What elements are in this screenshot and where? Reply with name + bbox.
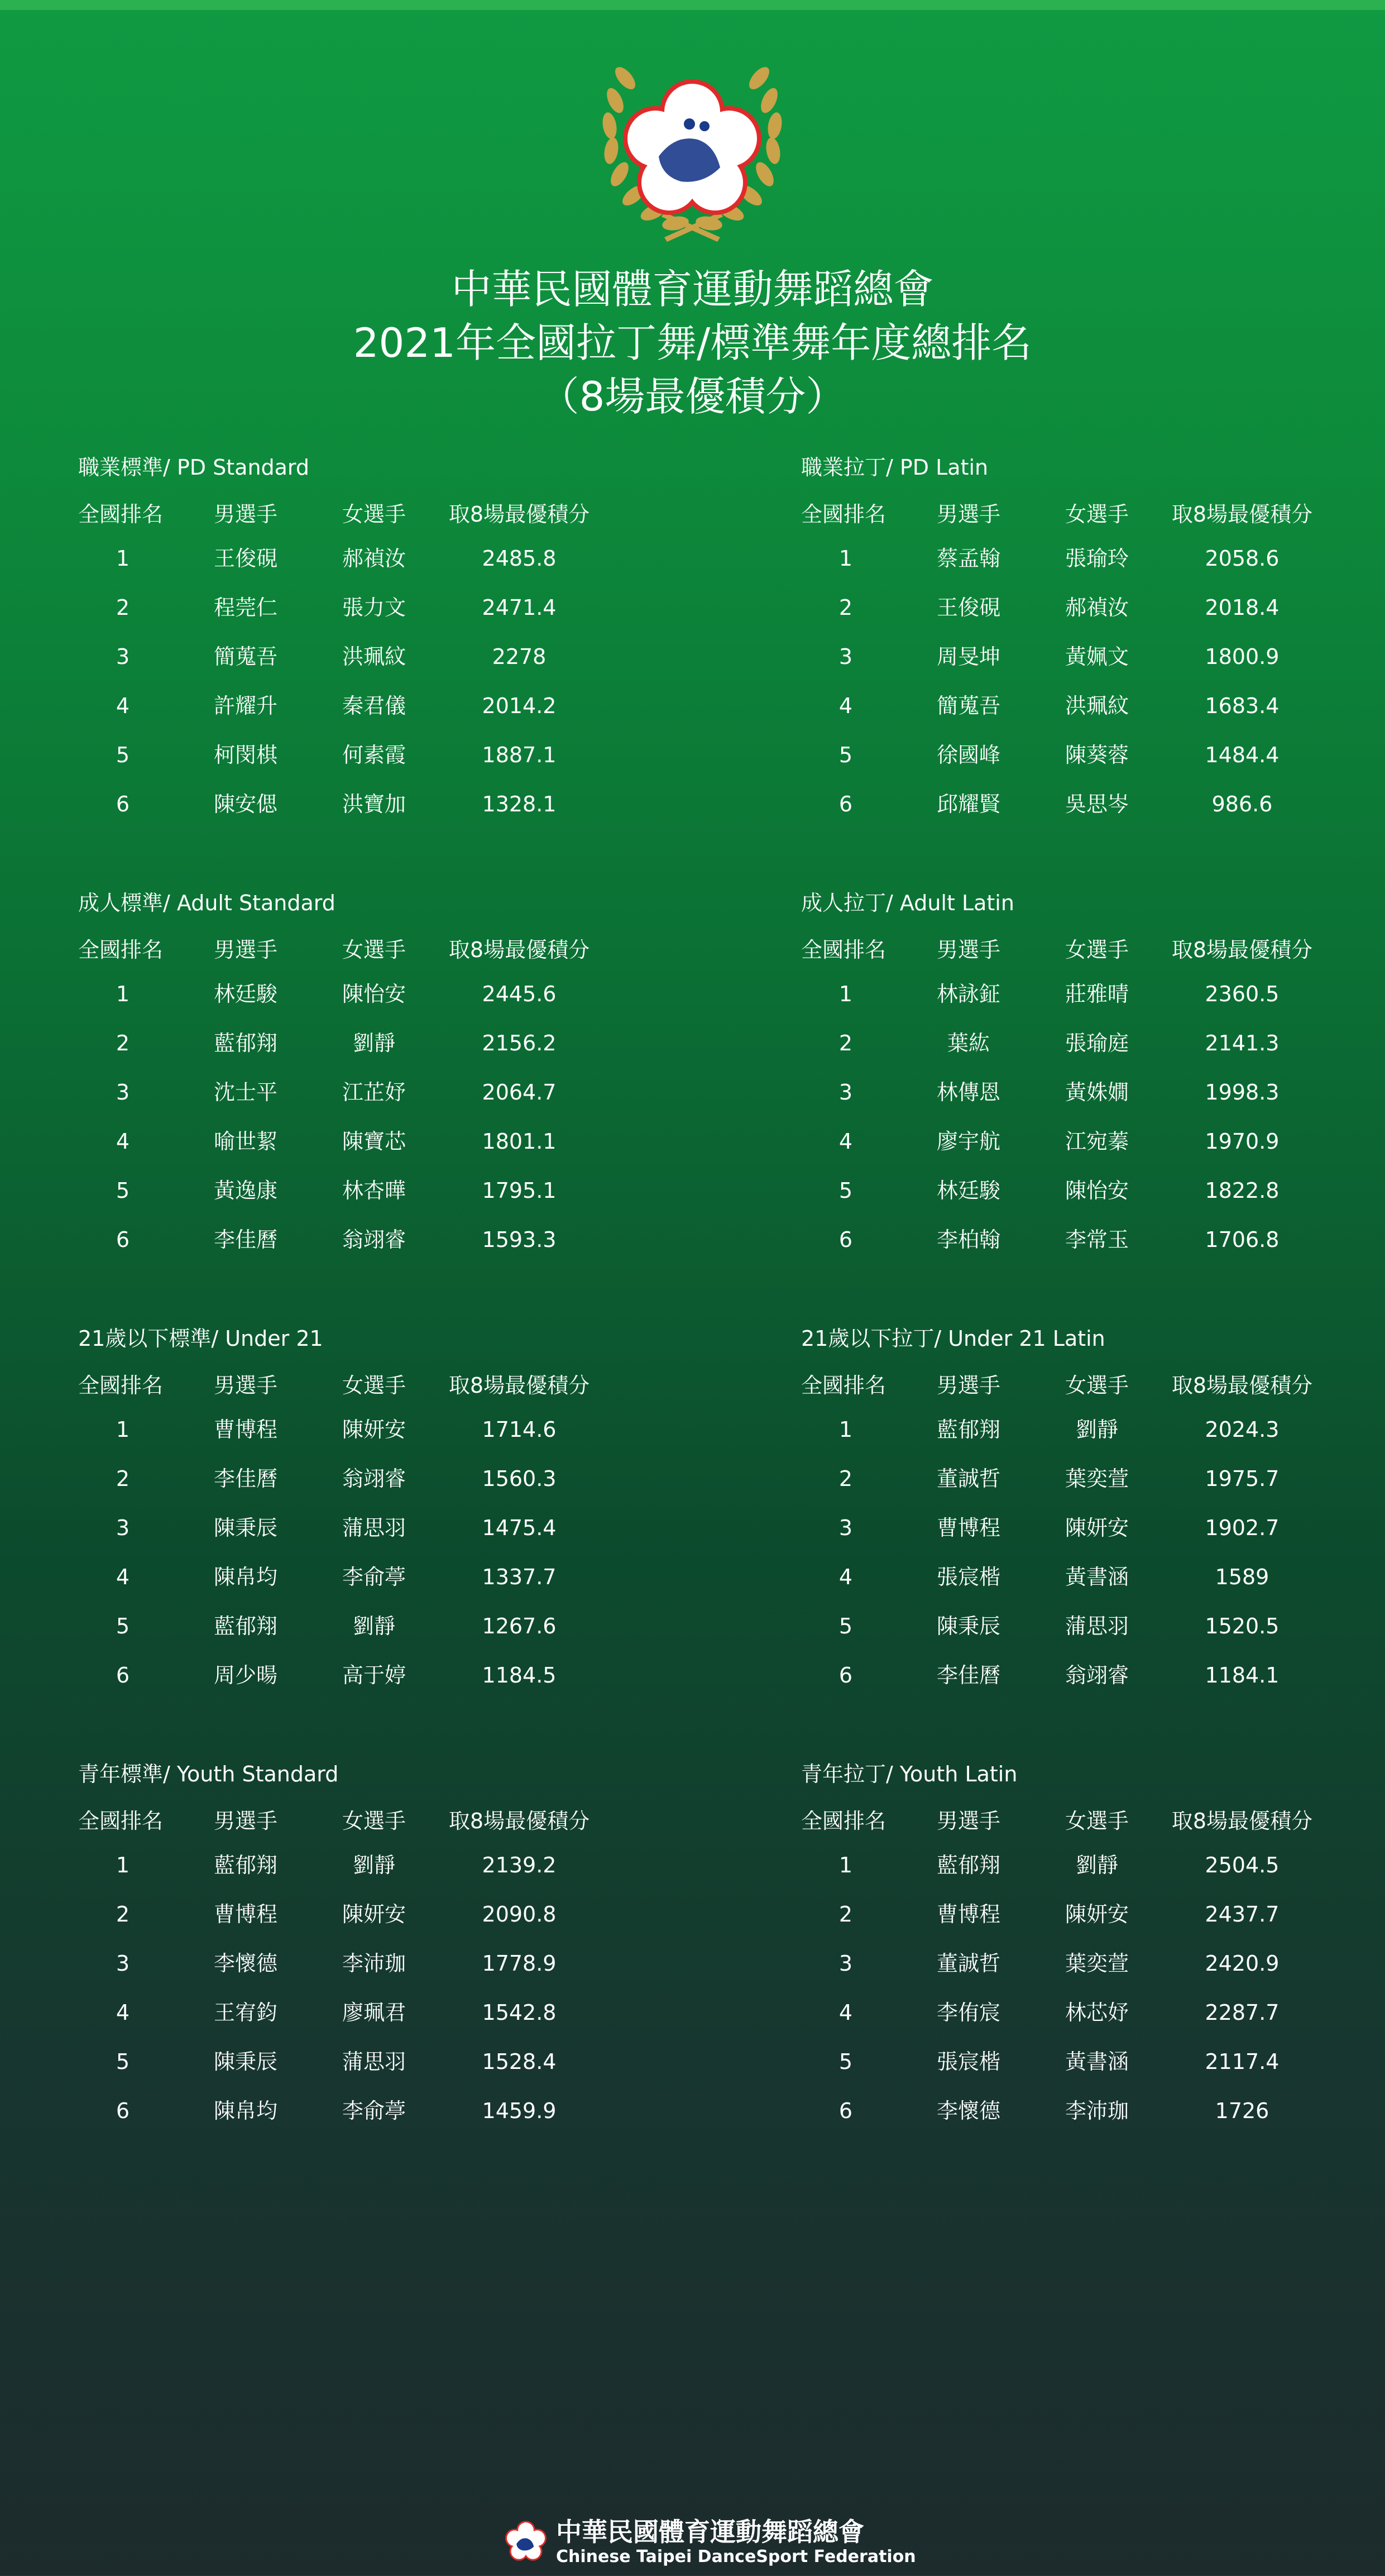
female-dancer-cell: 張力文 bbox=[342, 595, 406, 620]
score-cell: 2420.9 bbox=[1205, 1951, 1279, 1976]
score-cell: 2058.6 bbox=[1205, 546, 1279, 571]
score-cell: 1328.1 bbox=[482, 792, 557, 816]
rank-cell: 1 bbox=[116, 1853, 130, 1877]
column-header: 女選手 bbox=[1065, 1809, 1129, 1833]
rank-cell: 3 bbox=[116, 644, 130, 669]
male-dancer-cell: 廖宇航 bbox=[936, 1129, 1000, 1154]
rank-cell: 1 bbox=[838, 1853, 853, 1877]
female-dancer-cell: 李沛珈 bbox=[342, 1951, 406, 1976]
male-dancer-cell: 陳帛均 bbox=[213, 1565, 277, 1589]
rank-cell: 5 bbox=[116, 743, 130, 767]
column-header: 取8場最優積分 bbox=[448, 938, 590, 962]
male-dancer-cell: 曹博程 bbox=[213, 1902, 277, 1927]
male-dancer-cell: 張宸楷 bbox=[936, 2049, 1000, 2074]
rank-cell: 5 bbox=[838, 1178, 853, 1203]
score-cell: 1184.5 bbox=[482, 1663, 557, 1688]
male-dancer-cell: 王宥鈞 bbox=[213, 2000, 277, 2025]
male-dancer-cell: 李懷德 bbox=[213, 1951, 277, 1976]
table-row bbox=[78, 738, 703, 772]
rank-cell: 1 bbox=[116, 982, 130, 1006]
score-cell: 2090.8 bbox=[482, 1902, 557, 1927]
score-cell: 1975.7 bbox=[1205, 1466, 1279, 1491]
table-row bbox=[78, 1898, 703, 1931]
female-dancer-cell: 蒲思羽 bbox=[342, 1516, 406, 1540]
score-cell: 2485.8 bbox=[482, 546, 557, 571]
male-dancer-cell: 張宸楷 bbox=[936, 1565, 1000, 1589]
male-dancer-cell: 藍郁翔 bbox=[936, 1853, 1000, 1877]
male-dancer-cell: 陳安偲 bbox=[213, 792, 277, 816]
table-row bbox=[78, 1659, 703, 1692]
column-header: 取8場最優積分 bbox=[1171, 938, 1313, 962]
male-dancer-cell: 藍郁翔 bbox=[213, 1614, 277, 1638]
female-dancer-cell: 莊雅晴 bbox=[1065, 982, 1129, 1006]
female-dancer-cell: 陳妍安 bbox=[342, 1902, 406, 1927]
table-row bbox=[78, 787, 703, 821]
rank-cell: 6 bbox=[838, 1663, 853, 1688]
male-dancer-cell: 林傳恩 bbox=[936, 1080, 1000, 1105]
female-dancer-cell: 蒲思羽 bbox=[342, 2049, 406, 2074]
score-cell: 1459.9 bbox=[482, 2099, 557, 2123]
section-title: 職業拉丁/ PD Latin bbox=[801, 455, 989, 480]
table-row bbox=[801, 1848, 1385, 1882]
rank-cell: 2 bbox=[838, 1902, 853, 1927]
table-row bbox=[78, 1026, 703, 1060]
table-header bbox=[801, 936, 1385, 964]
female-dancer-cell: 高于婷 bbox=[342, 1663, 406, 1688]
table-row bbox=[801, 2045, 1385, 2078]
female-dancer-cell: 陳妍安 bbox=[1065, 1516, 1129, 1540]
table-row bbox=[78, 1609, 703, 1643]
female-dancer-cell: 林杏曄 bbox=[342, 1178, 406, 1203]
column-header: 女選手 bbox=[1065, 1373, 1129, 1398]
table-row bbox=[78, 1462, 703, 1495]
column-header: 全國排名 bbox=[78, 1373, 164, 1398]
column-header: 取8場最優積分 bbox=[1171, 1373, 1313, 1398]
column-header: 全國排名 bbox=[801, 502, 886, 527]
table-row bbox=[801, 738, 1385, 772]
male-dancer-cell: 藍郁翔 bbox=[936, 1417, 1000, 1442]
score-cell: 2287.7 bbox=[1205, 2000, 1279, 2025]
section-title: 青年拉丁/ Youth Latin bbox=[801, 1762, 1018, 1786]
table-row bbox=[78, 977, 703, 1011]
column-header: 取8場最優積分 bbox=[1171, 502, 1313, 527]
male-dancer-cell: 邱耀賢 bbox=[936, 792, 1000, 816]
table-header bbox=[78, 500, 703, 528]
section-title: 青年標準/ Youth Standard bbox=[78, 1762, 339, 1786]
rank-cell: 6 bbox=[838, 2099, 853, 2123]
female-dancer-cell: 葉奕萱 bbox=[1065, 1951, 1129, 1976]
table-row bbox=[801, 2094, 1385, 2128]
score-cell: 1887.1 bbox=[482, 743, 557, 767]
rank-cell: 2 bbox=[116, 1031, 130, 1055]
male-dancer-cell: 李佳曆 bbox=[213, 1227, 277, 1252]
score-cell: 1683.4 bbox=[1205, 694, 1279, 718]
table-row bbox=[801, 542, 1385, 575]
male-dancer-cell: 林詠鉦 bbox=[936, 982, 1000, 1006]
score-cell: 1800.9 bbox=[1205, 644, 1279, 669]
male-dancer-cell: 陳秉辰 bbox=[213, 2049, 277, 2074]
federation-emblem-small-logo bbox=[502, 2518, 549, 2565]
table-row bbox=[801, 640, 1385, 673]
column-header: 全國排名 bbox=[801, 1809, 886, 1833]
female-dancer-cell: 陳寶芯 bbox=[342, 1129, 406, 1154]
male-dancer-cell: 林廷駿 bbox=[213, 982, 277, 1006]
male-dancer-cell: 陳秉辰 bbox=[213, 1516, 277, 1540]
table-row bbox=[801, 1413, 1385, 1446]
male-dancer-cell: 陳帛均 bbox=[213, 2099, 277, 2123]
score-cell: 2445.6 bbox=[482, 982, 557, 1006]
score-cell: 1560.3 bbox=[482, 1466, 557, 1491]
page-title-line-2: 2021年全國拉丁舞/標準舞年度總排名 bbox=[353, 319, 1032, 366]
rank-cell: 6 bbox=[116, 1663, 130, 1688]
female-dancer-cell: 陳妍安 bbox=[342, 1417, 406, 1442]
female-dancer-cell: 洪珮紋 bbox=[1065, 694, 1129, 718]
female-dancer-cell: 劉靜 bbox=[352, 1614, 395, 1638]
rank-cell: 6 bbox=[116, 792, 130, 816]
male-dancer-cell: 林廷駿 bbox=[936, 1178, 1000, 1203]
column-header: 男選手 bbox=[213, 502, 277, 527]
score-cell: 2117.4 bbox=[1205, 2049, 1279, 2074]
rank-cell: 4 bbox=[838, 1129, 853, 1154]
column-header: 全國排名 bbox=[78, 1809, 164, 1833]
male-dancer-cell: 許耀升 bbox=[213, 694, 277, 718]
score-cell: 1970.9 bbox=[1205, 1129, 1279, 1154]
section-title: 成人標準/ Adult Standard bbox=[78, 891, 336, 915]
male-dancer-cell: 李佳曆 bbox=[213, 1466, 277, 1491]
table-row bbox=[801, 977, 1385, 1011]
column-header: 男選手 bbox=[213, 1809, 277, 1833]
column-header: 男選手 bbox=[936, 502, 1000, 527]
rank-cell: 5 bbox=[116, 1614, 130, 1638]
female-dancer-cell: 郝禎汝 bbox=[342, 546, 406, 571]
score-cell: 1998.3 bbox=[1205, 1080, 1279, 1105]
score-cell: 986.6 bbox=[1211, 792, 1273, 816]
column-header: 取8場最優積分 bbox=[448, 502, 590, 527]
table-row bbox=[801, 689, 1385, 723]
male-dancer-cell: 喻世絜 bbox=[213, 1129, 277, 1154]
rank-cell: 1 bbox=[838, 1417, 853, 1442]
table-row bbox=[801, 1898, 1385, 1931]
section-title: 職業標準/ PD Standard bbox=[78, 455, 310, 480]
column-header: 女選手 bbox=[342, 1373, 406, 1398]
table-row bbox=[801, 1026, 1385, 1060]
female-dancer-cell: 郝禎汝 bbox=[1065, 595, 1129, 620]
score-cell: 1520.5 bbox=[1205, 1614, 1279, 1638]
rank-cell: 6 bbox=[116, 1227, 130, 1252]
federation-emblem-logo bbox=[581, 45, 804, 257]
rank-cell: 4 bbox=[116, 2000, 130, 2025]
score-cell: 1726 bbox=[1215, 2099, 1269, 2123]
column-header: 女選手 bbox=[1065, 938, 1129, 962]
rank-cell: 2 bbox=[838, 595, 853, 620]
female-dancer-cell: 張瑜庭 bbox=[1065, 1031, 1129, 1055]
female-dancer-cell: 江宛蓁 bbox=[1065, 1129, 1129, 1154]
table-row bbox=[801, 1076, 1385, 1109]
rank-cell: 2 bbox=[116, 1902, 130, 1927]
table-row bbox=[801, 1560, 1385, 1594]
score-cell: 2139.2 bbox=[482, 1853, 557, 1877]
rank-cell: 4 bbox=[838, 2000, 853, 2025]
female-dancer-cell: 陳怡安 bbox=[1065, 1178, 1129, 1203]
column-header: 男選手 bbox=[213, 1373, 277, 1398]
female-dancer-cell: 廖珮君 bbox=[342, 2000, 406, 2025]
male-dancer-cell: 李懷德 bbox=[936, 2099, 1000, 2123]
rank-cell: 3 bbox=[116, 1516, 130, 1540]
male-dancer-cell: 王俊硯 bbox=[213, 546, 277, 571]
top-accent-bar bbox=[0, 0, 1385, 10]
male-dancer-cell: 李柏翰 bbox=[936, 1227, 1000, 1252]
plum-blossom bbox=[623, 79, 761, 215]
table-header bbox=[78, 1807, 703, 1835]
rank-cell: 3 bbox=[838, 1080, 853, 1105]
rank-cell: 4 bbox=[116, 1565, 130, 1589]
female-dancer-cell: 翁翊睿 bbox=[342, 1466, 406, 1491]
table-row bbox=[78, 2094, 703, 2128]
female-dancer-cell: 黃姝嫺 bbox=[1065, 1080, 1129, 1105]
table-row bbox=[801, 1609, 1385, 1643]
column-header: 取8場最優積分 bbox=[1171, 1809, 1313, 1833]
table-header bbox=[801, 1371, 1385, 1399]
section-title: 21歲以下拉丁/ Under 21 Latin bbox=[801, 1326, 1105, 1351]
table-row bbox=[801, 1223, 1385, 1256]
section-title: 成人拉丁/ Adult Latin bbox=[801, 891, 1014, 915]
score-cell: 1337.7 bbox=[482, 1565, 557, 1589]
score-cell: 1184.1 bbox=[1205, 1663, 1279, 1688]
table-row bbox=[78, 1848, 703, 1882]
table-row bbox=[801, 1947, 1385, 1980]
rank-cell: 5 bbox=[838, 2049, 853, 2074]
rank-cell: 4 bbox=[838, 694, 853, 718]
male-dancer-cell: 王俊硯 bbox=[936, 595, 1000, 620]
table-row bbox=[78, 1076, 703, 1109]
section-title: 21歲以下標準/ Under 21 bbox=[78, 1326, 323, 1351]
column-header: 女選手 bbox=[342, 502, 406, 527]
rank-cell: 1 bbox=[838, 982, 853, 1006]
female-dancer-cell: 何素霞 bbox=[342, 743, 406, 767]
score-cell: 1778.9 bbox=[482, 1951, 557, 1976]
score-cell: 2018.4 bbox=[1205, 595, 1279, 620]
male-dancer-cell: 周少暘 bbox=[213, 1663, 277, 1688]
table-row bbox=[78, 1511, 703, 1545]
female-dancer-cell: 李俞葶 bbox=[342, 1565, 406, 1589]
rank-cell: 2 bbox=[116, 595, 130, 620]
score-cell: 1267.6 bbox=[482, 1614, 557, 1638]
female-dancer-cell: 李常玉 bbox=[1065, 1227, 1129, 1252]
score-cell: 2024.3 bbox=[1205, 1417, 1279, 1442]
column-header: 男選手 bbox=[213, 938, 277, 962]
score-cell: 1822.8 bbox=[1205, 1178, 1279, 1203]
column-header: 男選手 bbox=[936, 1809, 1000, 1833]
score-cell: 2141.3 bbox=[1205, 1031, 1279, 1055]
male-dancer-cell: 曹博程 bbox=[213, 1417, 277, 1442]
rank-cell: 5 bbox=[116, 2049, 130, 2074]
table-header bbox=[801, 1807, 1385, 1835]
table-row bbox=[78, 1223, 703, 1256]
male-dancer-cell: 李侑宸 bbox=[936, 2000, 1000, 2025]
rank-cell: 5 bbox=[838, 1614, 853, 1638]
column-header: 男選手 bbox=[936, 938, 1000, 962]
male-dancer-cell: 董誠哲 bbox=[936, 1951, 1000, 1976]
table-row bbox=[78, 542, 703, 575]
female-dancer-cell: 江芷妤 bbox=[342, 1080, 406, 1105]
footer-name-english: Chinese Taipei DanceSport Federation bbox=[556, 2547, 916, 2567]
score-cell: 1902.7 bbox=[1205, 1516, 1279, 1540]
score-cell: 1589 bbox=[1215, 1565, 1269, 1589]
table-row bbox=[801, 1659, 1385, 1692]
female-dancer-cell: 洪珮紋 bbox=[342, 644, 406, 669]
table-row bbox=[801, 1462, 1385, 1495]
female-dancer-cell: 陳葵蓉 bbox=[1065, 743, 1129, 767]
female-dancer-cell: 翁翊睿 bbox=[1065, 1663, 1129, 1688]
table-row bbox=[78, 1125, 703, 1158]
score-cell: 2156.2 bbox=[482, 1031, 557, 1055]
page-title-line-3: （8場最優積分） bbox=[539, 373, 846, 420]
female-dancer-cell: 蒲思羽 bbox=[1065, 1614, 1129, 1638]
female-dancer-cell: 劉靜 bbox=[1075, 1417, 1118, 1442]
table-row bbox=[78, 1174, 703, 1207]
rank-cell: 5 bbox=[116, 1178, 130, 1203]
female-dancer-cell: 劉靜 bbox=[352, 1031, 395, 1055]
table-header bbox=[801, 500, 1385, 528]
male-dancer-cell: 簡蒐吾 bbox=[936, 694, 1000, 718]
column-header: 女選手 bbox=[342, 938, 406, 962]
score-cell: 1528.4 bbox=[482, 2049, 557, 2074]
table-row bbox=[78, 591, 703, 624]
rank-cell: 1 bbox=[838, 546, 853, 571]
table-row bbox=[78, 689, 703, 723]
table-header bbox=[78, 1371, 703, 1399]
table-row bbox=[78, 2045, 703, 2078]
female-dancer-cell: 翁翊睿 bbox=[342, 1227, 406, 1252]
table-row bbox=[801, 591, 1385, 624]
rank-cell: 3 bbox=[838, 1951, 853, 1976]
column-header: 全國排名 bbox=[78, 502, 164, 527]
table-row bbox=[78, 1413, 703, 1446]
table-row bbox=[801, 787, 1385, 821]
male-dancer-cell: 簡蒐吾 bbox=[213, 644, 277, 669]
female-dancer-cell: 林芯妤 bbox=[1065, 2000, 1129, 2025]
table-row bbox=[801, 1125, 1385, 1158]
male-dancer-cell: 程莞仁 bbox=[213, 595, 277, 620]
column-header: 取8場最優積分 bbox=[448, 1809, 590, 1833]
rank-cell: 2 bbox=[116, 1466, 130, 1491]
table-row bbox=[78, 640, 703, 673]
rank-cell: 1 bbox=[116, 1417, 130, 1442]
column-header: 女選手 bbox=[1065, 502, 1129, 527]
rank-cell: 3 bbox=[838, 644, 853, 669]
rank-cell: 1 bbox=[116, 546, 130, 571]
female-dancer-cell: 陳怡安 bbox=[342, 982, 406, 1006]
male-dancer-cell: 藍郁翔 bbox=[213, 1031, 277, 1055]
rank-cell: 2 bbox=[838, 1031, 853, 1055]
column-header: 男選手 bbox=[936, 1373, 1000, 1398]
column-header: 取8場最優積分 bbox=[448, 1373, 590, 1398]
rank-cell: 4 bbox=[838, 1565, 853, 1589]
score-cell: 2471.4 bbox=[482, 595, 557, 620]
female-dancer-cell: 葉奕萱 bbox=[1065, 1466, 1129, 1491]
table-row bbox=[78, 1947, 703, 1980]
rank-cell: 6 bbox=[838, 792, 853, 816]
score-cell: 1593.3 bbox=[482, 1227, 557, 1252]
female-dancer-cell: 李俞葶 bbox=[342, 2099, 406, 2123]
female-dancer-cell: 劉靜 bbox=[352, 1853, 395, 1877]
female-dancer-cell: 黃書涵 bbox=[1065, 2049, 1129, 2074]
score-cell: 1706.8 bbox=[1205, 1227, 1279, 1252]
table-row bbox=[801, 1511, 1385, 1545]
female-dancer-cell: 陳妍安 bbox=[1065, 1902, 1129, 1927]
female-dancer-cell: 張瑜玲 bbox=[1065, 546, 1129, 571]
score-cell: 1795.1 bbox=[482, 1178, 557, 1203]
table-row bbox=[801, 1996, 1385, 2029]
table-row bbox=[78, 1996, 703, 2029]
female-dancer-cell: 洪寶加 bbox=[342, 792, 406, 816]
female-dancer-cell: 黃姵文 bbox=[1065, 644, 1129, 669]
rank-cell: 6 bbox=[838, 1227, 853, 1252]
table-row bbox=[78, 1560, 703, 1594]
rank-cell: 6 bbox=[116, 2099, 130, 2123]
male-dancer-cell: 曹博程 bbox=[936, 1902, 1000, 1927]
rank-cell: 3 bbox=[116, 1951, 130, 1976]
rank-cell: 2 bbox=[838, 1466, 853, 1491]
column-header: 全國排名 bbox=[801, 1373, 886, 1398]
column-header: 女選手 bbox=[342, 1809, 406, 1833]
score-cell: 1714.6 bbox=[482, 1417, 557, 1442]
page-title-line-1: 中華民國體育運動舞蹈總會 bbox=[451, 266, 934, 313]
rank-cell: 4 bbox=[116, 1129, 130, 1154]
male-dancer-cell: 黃逸康 bbox=[213, 1178, 277, 1203]
female-dancer-cell: 吳思岑 bbox=[1065, 792, 1129, 816]
female-dancer-cell: 秦君儀 bbox=[342, 694, 406, 718]
rank-cell: 4 bbox=[116, 694, 130, 718]
male-dancer-cell: 董誠哲 bbox=[936, 1466, 1000, 1491]
male-dancer-cell: 柯閔棋 bbox=[213, 743, 277, 767]
score-cell: 1801.1 bbox=[482, 1129, 557, 1154]
female-dancer-cell: 李沛珈 bbox=[1065, 2099, 1129, 2123]
male-dancer-cell: 李佳曆 bbox=[936, 1663, 1000, 1688]
male-dancer-cell: 藍郁翔 bbox=[213, 1853, 277, 1877]
male-dancer-cell: 蔡孟翰 bbox=[936, 546, 1000, 571]
score-cell: 2437.7 bbox=[1205, 1902, 1279, 1927]
score-cell: 2278 bbox=[492, 644, 547, 669]
male-dancer-cell: 沈士平 bbox=[213, 1080, 277, 1105]
female-dancer-cell: 劉靜 bbox=[1075, 1853, 1118, 1877]
rank-cell: 3 bbox=[838, 1516, 853, 1540]
score-cell: 2014.2 bbox=[482, 694, 557, 718]
rank-cell: 3 bbox=[116, 1080, 130, 1105]
table-row bbox=[801, 1174, 1385, 1207]
rank-cell: 5 bbox=[838, 743, 853, 767]
column-header: 全國排名 bbox=[78, 938, 164, 962]
score-cell: 2504.5 bbox=[1205, 1853, 1279, 1877]
male-dancer-cell: 陳秉辰 bbox=[936, 1614, 1000, 1638]
footer-name-chinese: 中華民國體育運動舞蹈總會 bbox=[556, 2517, 864, 2547]
table-header bbox=[78, 936, 703, 964]
female-dancer-cell: 黃書涵 bbox=[1065, 1565, 1129, 1589]
male-dancer-cell: 周旻坤 bbox=[936, 644, 1000, 669]
score-cell: 2360.5 bbox=[1205, 982, 1279, 1006]
column-header: 全國排名 bbox=[801, 938, 886, 962]
male-dancer-cell: 葉紘 bbox=[947, 1031, 990, 1055]
male-dancer-cell: 徐國峰 bbox=[936, 743, 1000, 767]
male-dancer-cell: 曹博程 bbox=[936, 1516, 1000, 1540]
score-cell: 1542.8 bbox=[482, 2000, 557, 2025]
score-cell: 1484.4 bbox=[1205, 743, 1279, 767]
score-cell: 1475.4 bbox=[482, 1516, 557, 1540]
score-cell: 2064.7 bbox=[482, 1080, 557, 1105]
footer bbox=[502, 2513, 916, 2569]
